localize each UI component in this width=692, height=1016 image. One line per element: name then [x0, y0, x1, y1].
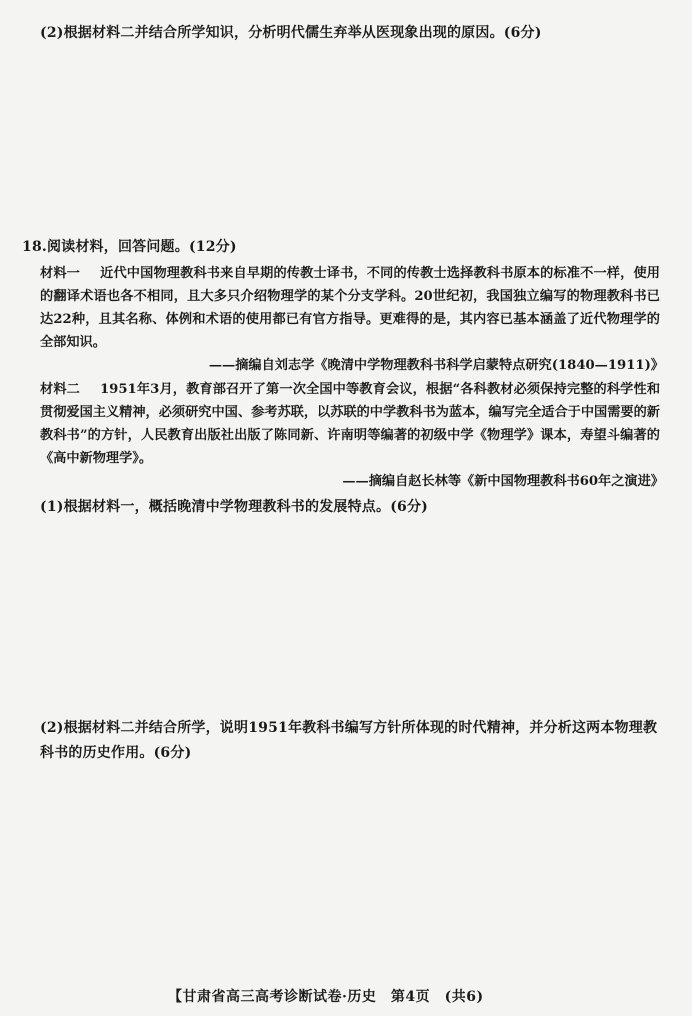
material-2-text: 1951年3月，教育部召开了第一次全国中等教育会议，根据“各科教材必须保持完整的科学性和贯彻爱国主义精神，必须研究中国、参考苏联，以苏联的中学教科书为蓝本，编写完全适合于中国需要的新教科书”的方针，人民教育出版社出版了陈同新、许南明等编著的初级中学《物理学》课本，寿望斗编著的《高中新物理学》。	[40, 382, 661, 466]
material-1-source: ——摘编自刘志学《晚清中学物理教科书科学启蒙特点研究(1840—1911)》	[208, 358, 664, 373]
material-2-label: 材料二	[40, 382, 80, 397]
q18-part2-prompt: (2)根据材料二并结合所学，说明1951年教科书编写方针所体现的时代精神，并分析这两本物理教科书的历史作用。(6分)	[40, 720, 658, 761]
q18-part1-prompt: (1)根据材料一，概括晚清中学物理教科书的发展特点。(6分)	[40, 499, 428, 515]
page-footer: 【甘肃省高三高考诊断试卷·历史 第4页 (共6)	[168, 989, 484, 1005]
q18-heading: 18.阅读材料，回答问题。(12分)	[22, 239, 237, 255]
material-1-text: 近代中国物理教科书来自早期的传教士译书，不同的传教士选择教科书原本的标准不一样，使用的翻译术语也各不相同，且大多只介绍物理学的某个分支学科。20世纪初，我国独立编写的物理教科书已达22种，且其名称、体例和术语的使用都已有官方指导。更难得的是，其内容已基本涵盖了近代物理学的全部知识。	[40, 266, 660, 350]
q17-part2-prompt: (2)根据材料二并结合所学知识，分析明代儒生弃举从医现象出现的原因。(6分)	[40, 25, 542, 41]
material-1	[40, 262, 660, 354]
material-2-source: ——摘编自赵长林等《新中国物理教科书60年之演进》	[342, 474, 664, 489]
material-1-label: 材料一	[40, 266, 80, 281]
material-2	[40, 378, 660, 470]
